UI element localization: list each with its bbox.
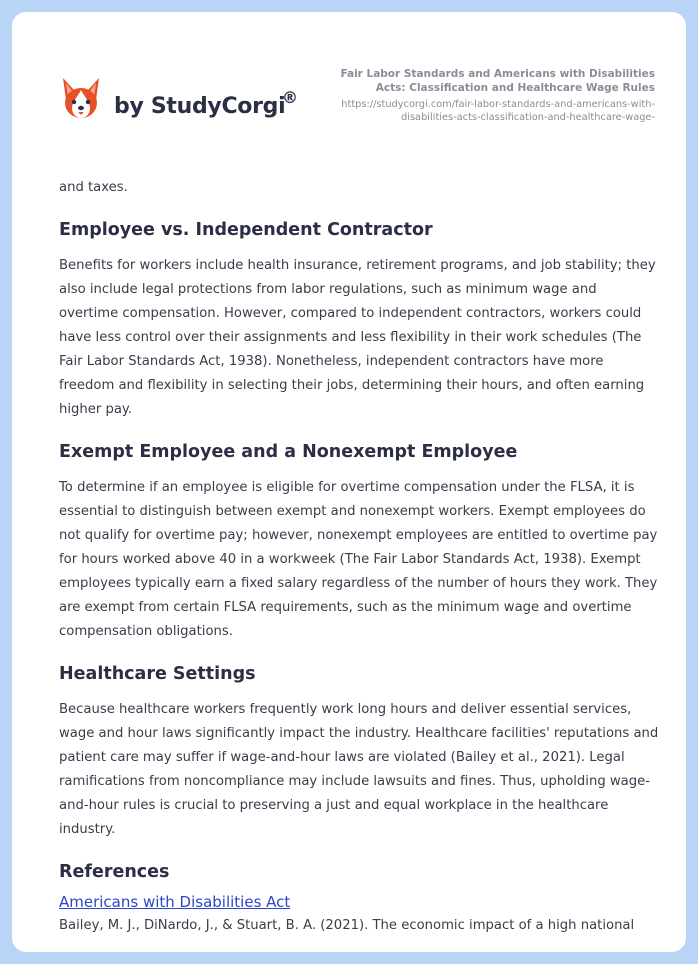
section-heading-healthcare: Healthcare Settings	[59, 664, 256, 684]
document-body	[59, 176, 659, 938]
section-heading-contractor: Employee vs. Independent Contractor	[59, 220, 433, 240]
section-paragraph-exempt: To determine if an employee is eligible for overtime compensation under the FLSA, it is essential to distinguish between exempt and nonexempt workers. Exempt employees do not qualify for overtime pay; however, nonexempt employees are entitled to overtime pay for hours worked above 40 in a workweek (The Fair Labor Standards Act, 1938). Exempt employees typically earn a fixed salary regardless of the number of hours they work. They are exempt from certain FLSA requirements, such as the minimum wage and overtime compensation obligations.	[59, 480, 658, 639]
registered-mark: ®	[282, 88, 298, 107]
document-url[interactable]: https://studycorgi.com/fair-labor-standards-and-americans-with-disabilities-acts-classification-and-healthcare-wage-	[341, 99, 655, 123]
document-title: Fair Labor Standards and Americans with Disabilities Acts: Classification and Healthcare Wage Rules	[340, 68, 655, 94]
section-heading-exempt: Exempt Employee and a Nonexempt Employee	[59, 442, 518, 462]
document-page	[12, 12, 686, 952]
section-paragraph-healthcare: Because healthcare workers frequently work long hours and deliver essential services, wage and hour laws significantly impact the industry. Healthcare facilities' reputations and patient care may suffer if wage-and-hour laws are violated (Bailey et al., 2021). Legal ramifications from noncompliance may include lawsuits and fines. Thus, upholding wage-and-hour rules is crucial to preserving a just and equal workplace in the healthcare industry.	[59, 702, 659, 837]
references-heading: References	[59, 862, 170, 882]
reference-link-ada[interactable]: Americans with Disabilities Act	[59, 893, 291, 911]
reference-entry: Bailey, M. J., DiNardo, J., & Stuart, B. A. (2021). The economic impact of a high national	[59, 918, 635, 933]
page-header	[12, 12, 686, 162]
corgi-logo-icon	[60, 76, 102, 120]
document-meta	[315, 67, 655, 124]
logo-wordmark: by StudyCorgi	[114, 94, 286, 119]
section-paragraph-contractor: Benefits for workers include health insurance, retirement programs, and job stability; they also include legal protections from labor regulations, such as minimum wage and overtime compensation. However, compared to independent contractors, workers could have less control over their assignments and less flexibility in their work schedules (The Fair Labor Standards Act, 1938). Nonetheless, independent contractors have more freedom and flexibility in selecting their jobs, determining their hours, and often earning higher pay.	[59, 258, 656, 417]
lead-text: and taxes.	[59, 180, 128, 195]
studycorgi-logo[interactable]	[60, 76, 310, 128]
